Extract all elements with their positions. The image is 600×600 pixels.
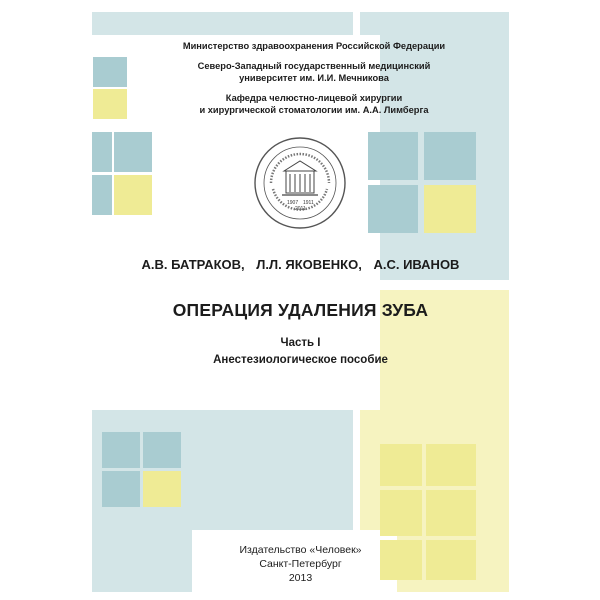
author-3: А.С. ИВАНОВ (373, 257, 460, 272)
square-tl-6 (114, 175, 152, 215)
book-title: ОПЕРАЦИЯ УДАЛЕНИЯ ЗУБА (172, 300, 429, 320)
department-line-2: и хирургической стоматологии им. А.А. Лимберга (199, 105, 429, 115)
author-2: Л.Л. ЯКОВЕНКО, (256, 257, 362, 272)
publisher-city: Санкт-Петербург (259, 558, 342, 570)
square-tl-2 (93, 89, 127, 119)
square-bl-4 (143, 471, 181, 507)
publisher-name: Издательство «Человек» (239, 544, 362, 556)
part-label: Часть I (280, 337, 321, 349)
book-subtitle: Анестезиологическое пособие (213, 354, 388, 366)
square-tl-4 (114, 132, 152, 172)
seal-year-left: 1907 (287, 200, 299, 206)
square-br-3 (380, 490, 422, 536)
university-line-2: университет им. И.И. Мечникова (239, 73, 389, 83)
publisher-year: 2013 (288, 572, 313, 584)
ministry-line: Министерство здравоохранения Российской Федерации (182, 41, 446, 51)
square-tr-1 (368, 132, 418, 180)
square-tl-1 (93, 57, 127, 87)
square-br-4 (426, 490, 476, 536)
author-1: А.В. БАТРАКОВ, (141, 257, 245, 272)
square-tr-2 (424, 132, 476, 180)
square-br-2 (426, 444, 476, 486)
square-tr-3 (368, 185, 418, 233)
square-bl-1 (102, 432, 140, 468)
square-tl-3 (92, 132, 112, 172)
square-tr-4 (424, 185, 476, 233)
university-line-1: Северо-Западный государственный медицинский (197, 61, 431, 71)
seal-year-right: 1911 (303, 200, 314, 206)
seal-year-bottom: 2011 (295, 206, 306, 212)
square-br-1 (380, 444, 422, 486)
square-bl-3 (102, 471, 140, 507)
book-cover (92, 12, 509, 592)
square-tl-5 (92, 175, 112, 215)
department-line-1: Кафедра челюстно-лицевой хирургии (225, 93, 403, 103)
university-seal-icon (253, 136, 347, 230)
authors-line (92, 257, 509, 272)
square-bl-2 (143, 432, 181, 468)
